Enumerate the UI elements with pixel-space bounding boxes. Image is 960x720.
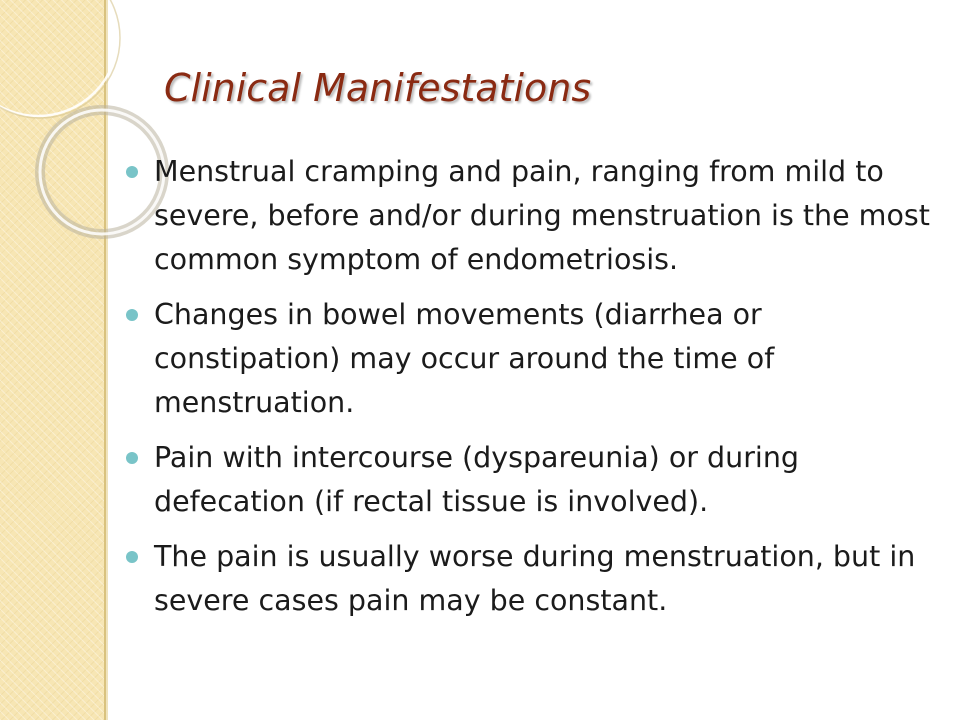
bullet-list xyxy=(126,150,936,634)
bullet-text: Changes in bowel movements (diarrhea or constipation) may occur around the time of menstruation. xyxy=(154,298,775,419)
bullet-item xyxy=(126,293,936,425)
bullet-text: Pain with intercourse (dyspareunia) or during defecation (if rectal tissue is involved). xyxy=(154,441,799,518)
bullet-text: The pain is usually worse during menstruation, but in severe cases pain may be constant. xyxy=(154,540,916,617)
bullet-dot-icon xyxy=(126,166,138,178)
bullet-dot-icon xyxy=(126,309,138,321)
bullet-dot-icon xyxy=(126,551,138,563)
bullet-dot-icon xyxy=(126,452,138,464)
bullet-item xyxy=(126,150,936,282)
slide-title: Clinical Manifestations xyxy=(164,66,592,110)
large-ring-shadow xyxy=(0,0,120,118)
large-ring xyxy=(0,0,118,116)
bullet-item xyxy=(126,436,936,524)
bullet-text: Menstrual cramping and pain, ranging from mild to severe, before and/or during menstruation is the most common symptom of endometriosis. xyxy=(154,155,930,276)
bullet-item xyxy=(126,535,936,623)
